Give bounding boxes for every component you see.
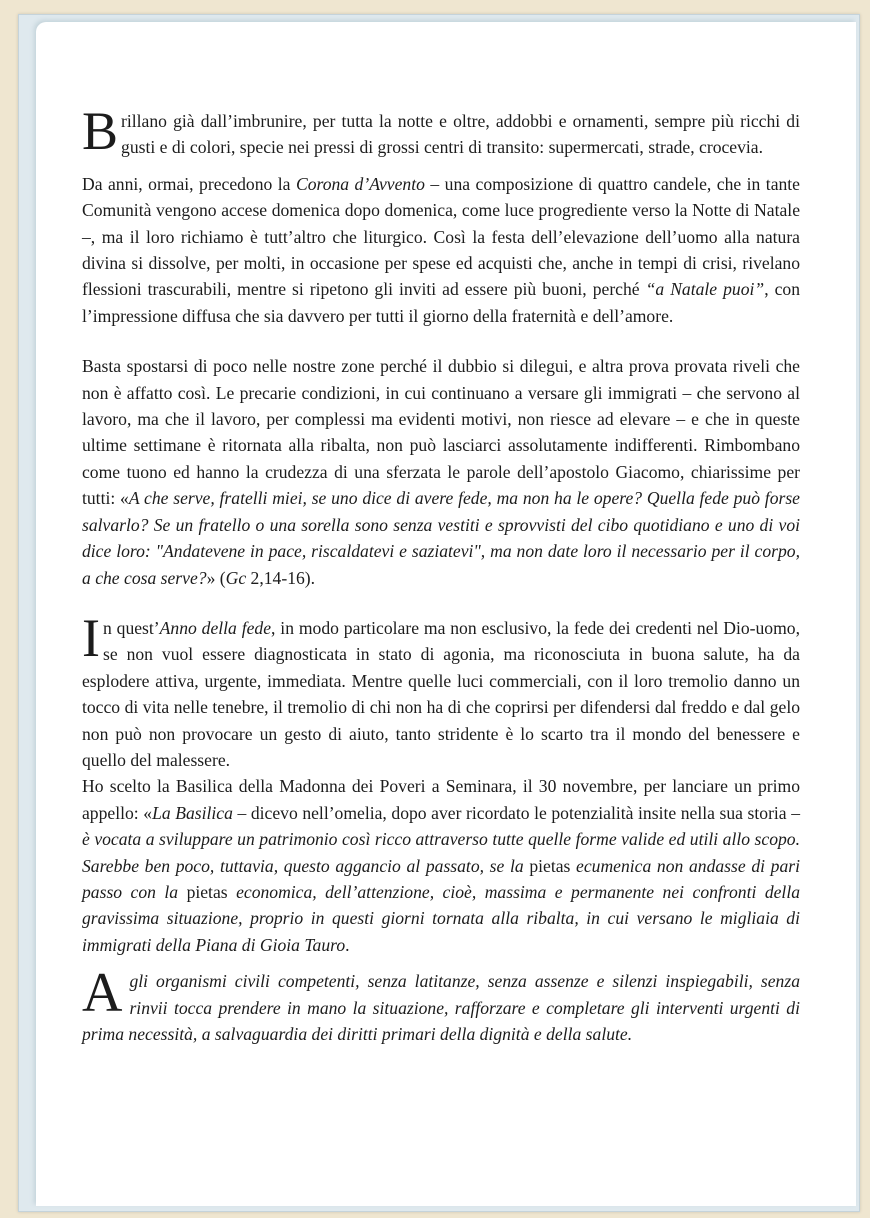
article-body bbox=[82, 101, 800, 1047]
drop-cap-a: A bbox=[82, 962, 123, 1025]
paragraph-5: Ho scelto la Basilica della Madonna dei Poveri a Seminara, il 30 novembre, per lanciare un primo appello: «La Basilica – dicevo nell’omelia, dopo aver ricordato le potenzialità insite nella sua storia – è vocata a sviluppare un patrimonio così ricco attraverso tutte quelle forme valide ed utili allo scopo. Sarebbe ben poco, tuttavia, questo aggancio al passato, se la pietas ecumenica non andasse di pari passo con la pietas economica, dell’attenzione, cioè, massima e permanente nei confronti della gravissima situazione, proprio in questi giorni tornata alla ribalta, in cui versano le migliaia di immigrati della Piana di Gioia Tauro. bbox=[82, 776, 800, 955]
paragraph-4: In quest’Anno della fede, in modo particolare ma non esclusivo, la fede dei credenti nel Dio-uomo, se non vuol essere diagnosticata in stato di agonia, ma riconosciuta in buona salute, ha da esplodere attiva, urgente, immediata. Mentre quelle luci commerciali, con il loro tremolio danno un tocco di vita nelle tenebre, il tremolio di chi non ha di che coprirsi per difendersi dal freddo e dal gelo non può non provocare un gesto di aiuto, tanto stridente è lo scarto tra il mondo del benessere e quello del malessere. bbox=[82, 607, 800, 770]
drop-cap-i: I bbox=[82, 607, 100, 668]
paragraph-2: Da anni, ormai, precedono la Corona d’Avvento – una composizione di quattro candele, che in tante Comunità vengono accese domenica dopo domenica, come luce progrediente verso la Notte di Natale –, ma il loro richiamo è tutt’altro che liturgico. Così la festa dell’elevazione dell’uomo alla natura divina si dissolve, per molti, in occasione per spese ed acquisti che, anche in tempi di crisi, rivelano flessioni trascurabili, mentre si ripetono gli inviti ad essere più buoni, perché “a Natale puoi”, con l’impressione diffusa che sia davvero per tutti il giorno della fraternità e dell’amore. bbox=[82, 173, 800, 326]
paragraph-1: Brillano già dall’imbrunire, per tutta la notte e oltre, addobbi e ornamenti, sempre più ricchi di gusti e di colori, specie nei pressi di grossi centri di transito: supermercati, strade, crocevia. bbox=[82, 101, 800, 161]
paragraph-6: Agli organismi civili competenti, senza latitanze, senza assenze e silenzi inspiegabili, senza rinvii tocca prendere in mano la situazione, rafforzare e completare gli interventi urgenti di prima necessità, a salvaguardia dei diritti primari della dignità e della salute. bbox=[82, 962, 800, 1044]
drop-cap-b: B bbox=[82, 101, 119, 161]
paragraph-3: Basta spostarsi di poco nelle nostre zone perché il dubbio si dilegui, e altra prova provata riveli che non è affatto così. Le precarie condizioni, in cui continuano a versare gli immigrati – che servono al lavoro, ma che il lavoro, per complessi ma evidenti motivi, non riesce ad elevare – e che in queste ultime settimane è ritornata alla ribalta, non può lasciarci assolutamente indifferenti. Rimbombano come tuono ed hanno la crudezza di una sferzata le parole dell’apostolo Giacomo, chiarissime per tutti: «A che serve, fratelli miei, se uno dice di avere fede, ma non ha le opere? Quella fede può forse salvarlo? Se un fratello o una sorella sono senza vestiti e sprovvisti del cibo quotidiano e uno di voi dice loro: "Andatevene in pace, riscaldatevi e saziatevi", ma non date loro il necessario per il corpo, a che cosa serve?» (Gc 2,14-16). bbox=[82, 356, 800, 588]
